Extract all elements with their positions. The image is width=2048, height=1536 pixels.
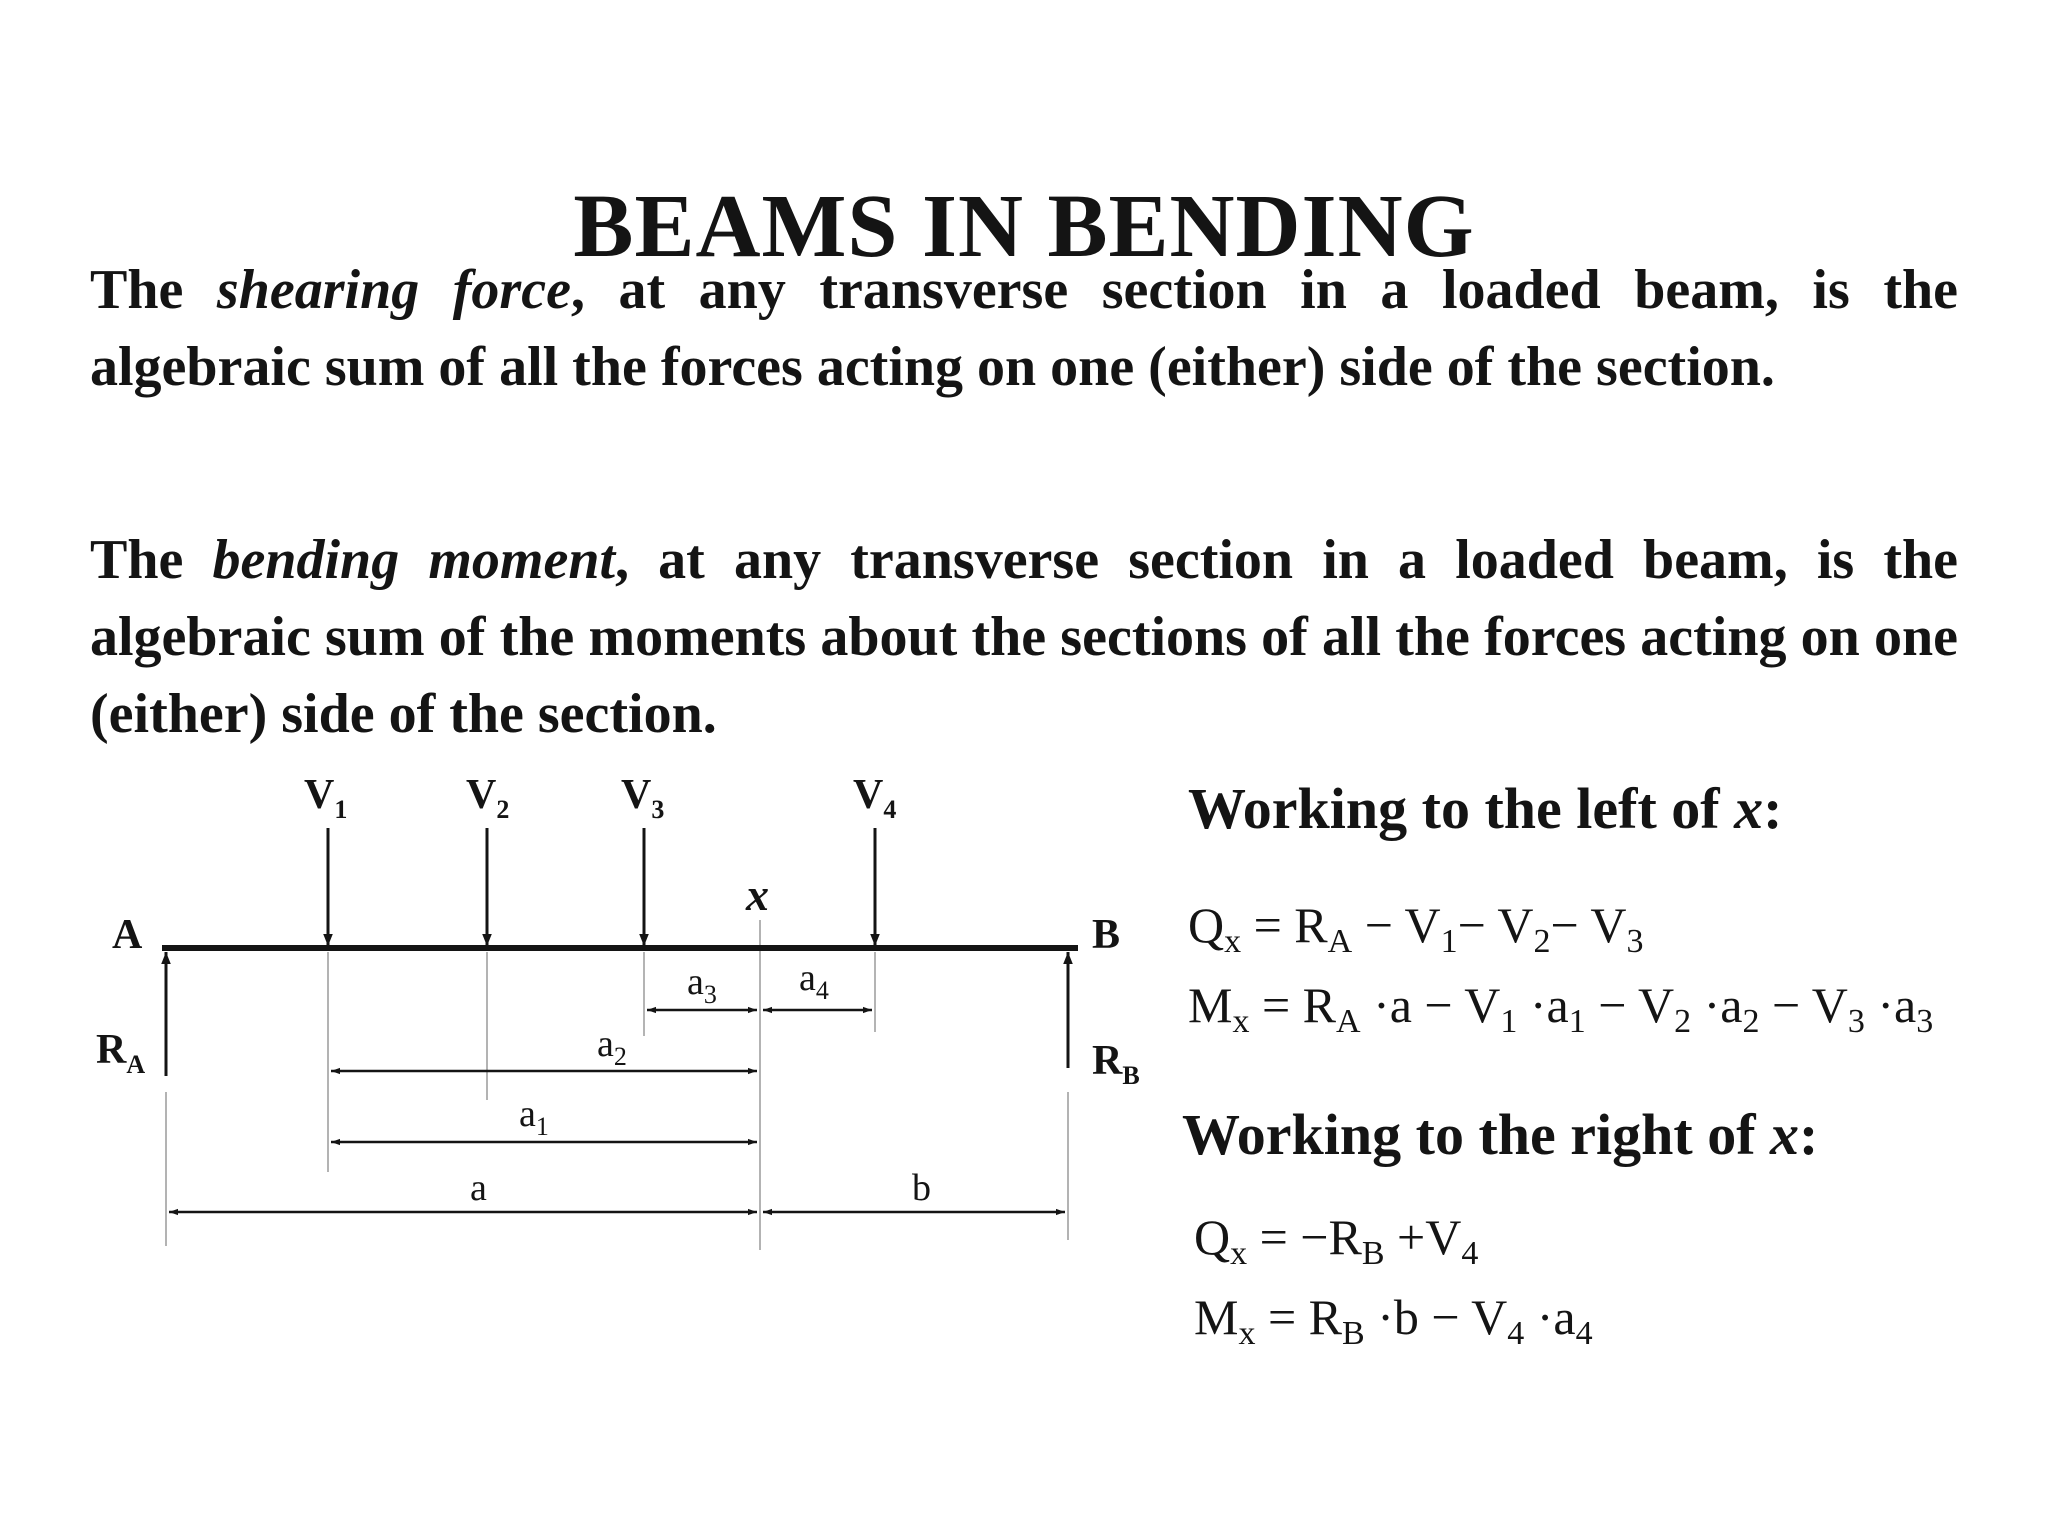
dim-label-a3: a3 [687,961,717,1009]
equation-subscript: 1 [1568,1003,1586,1040]
end-label-a: A [112,912,143,958]
equation-term: ·a [1691,977,1743,1033]
equation-subscript: x [1224,923,1242,960]
shear-post: , at any transverse section in a loaded beam, is the algebraic sum of all the forces acting on one (either) side of the section. [90,259,1958,398]
equation-subscript: 2 [1742,1003,1760,1040]
left-working-heading [1188,776,1783,841]
dim-label-b: b [912,1167,931,1209]
dim-label-a: a [470,1167,487,1209]
load-arrows [166,828,1068,1076]
equation-subscript: B [1361,1235,1385,1272]
shear-pre: The [90,259,217,321]
equation-term: ·b − V [1364,1289,1508,1345]
equation-term: − V [1352,897,1441,953]
dim-label-a4: a4 [799,957,829,1005]
load-label-v2: V2 [466,772,510,824]
moment-post: , at any transverse section in a loaded beam, is the algebraic sum of the moments about the sections of all the forces acting on one (either) side of the section. [90,529,1958,745]
extension-lines [166,920,1068,1250]
left-heading-colon: : [1763,776,1783,841]
equation-term: ·a [1524,1289,1576,1345]
dim-label-a1: a1 [519,1093,549,1141]
equation-term: M [1188,977,1233,1033]
load-label-v4: V4 [853,772,897,824]
equation-subscript: 4 [1575,1315,1593,1352]
page-title: BEAMS IN BENDING [573,177,1475,277]
equation-subscript: 1 [1500,1003,1518,1040]
reaction-label-ra: RA [96,1027,146,1079]
equation-subscript: 3 [1626,923,1644,960]
equation-term: M [1194,1289,1239,1345]
equation-term: = R [1241,897,1328,953]
equation-subscript: 4 [1507,1315,1525,1352]
equation-subscript: 2 [1674,1003,1692,1040]
equation-term: − V [1585,977,1675,1033]
equation-term: Q [1188,897,1225,953]
equation-subscript: 3 [1847,1003,1865,1040]
equation-left-moment [1188,977,1934,1040]
equation-term: = −R [1247,1209,1362,1265]
equation-right-shear [1194,1209,1479,1272]
equation-subscript: B [1342,1315,1365,1352]
equation-term: ·a [1517,977,1569,1033]
section-label-x: x [746,869,769,920]
bending-moment-definition [90,522,1958,753]
bending-moment-term: bending moment [212,529,616,591]
equation-term: − V [1759,977,1848,1033]
equation-subscript: x [1232,1003,1250,1040]
equation-term: = R [1255,1289,1343,1345]
right-working-heading [1182,1102,1819,1167]
right-heading-colon: : [1799,1102,1819,1167]
equation-left-shear [1188,897,1644,960]
equation-subscript: x [1238,1315,1256,1352]
equation-right-moment [1194,1289,1593,1352]
load-label-v3: V3 [621,772,665,824]
equation-subscript: 1 [1440,923,1458,960]
right-heading-var: x [1770,1102,1800,1167]
shearing-force-definition [90,252,1958,406]
end-label-b: B [1092,912,1121,958]
left-heading-var: x [1734,776,1764,841]
equation-term: Q [1194,1209,1231,1265]
equation-subscript: 2 [1533,923,1551,960]
beam-diagram [0,760,1160,1280]
equation-term: ·a [1864,977,1917,1033]
equation-term: − V [1550,897,1627,953]
equation-subscript: x [1230,1235,1248,1272]
equation-term: ·a − V [1360,977,1501,1033]
equation-term: − V [1457,897,1534,953]
reaction-label-rb: RB [1092,1038,1140,1090]
equation-subscript: A [1336,1003,1361,1040]
equation-subscript: 4 [1461,1235,1479,1272]
dim-label-a2: a2 [597,1023,627,1071]
left-heading-text: Working to the left of [1188,776,1735,841]
load-label-v1: V1 [304,772,348,824]
equation-subscript: 3 [1916,1003,1934,1040]
moment-pre: The [90,529,213,591]
equation-term: +V [1384,1209,1462,1265]
shearing-force-term: shearing force [216,259,571,321]
right-heading-text: Working to the right of [1182,1102,1771,1167]
equation-term: = R [1249,977,1337,1033]
equation-subscript: A [1327,923,1353,960]
